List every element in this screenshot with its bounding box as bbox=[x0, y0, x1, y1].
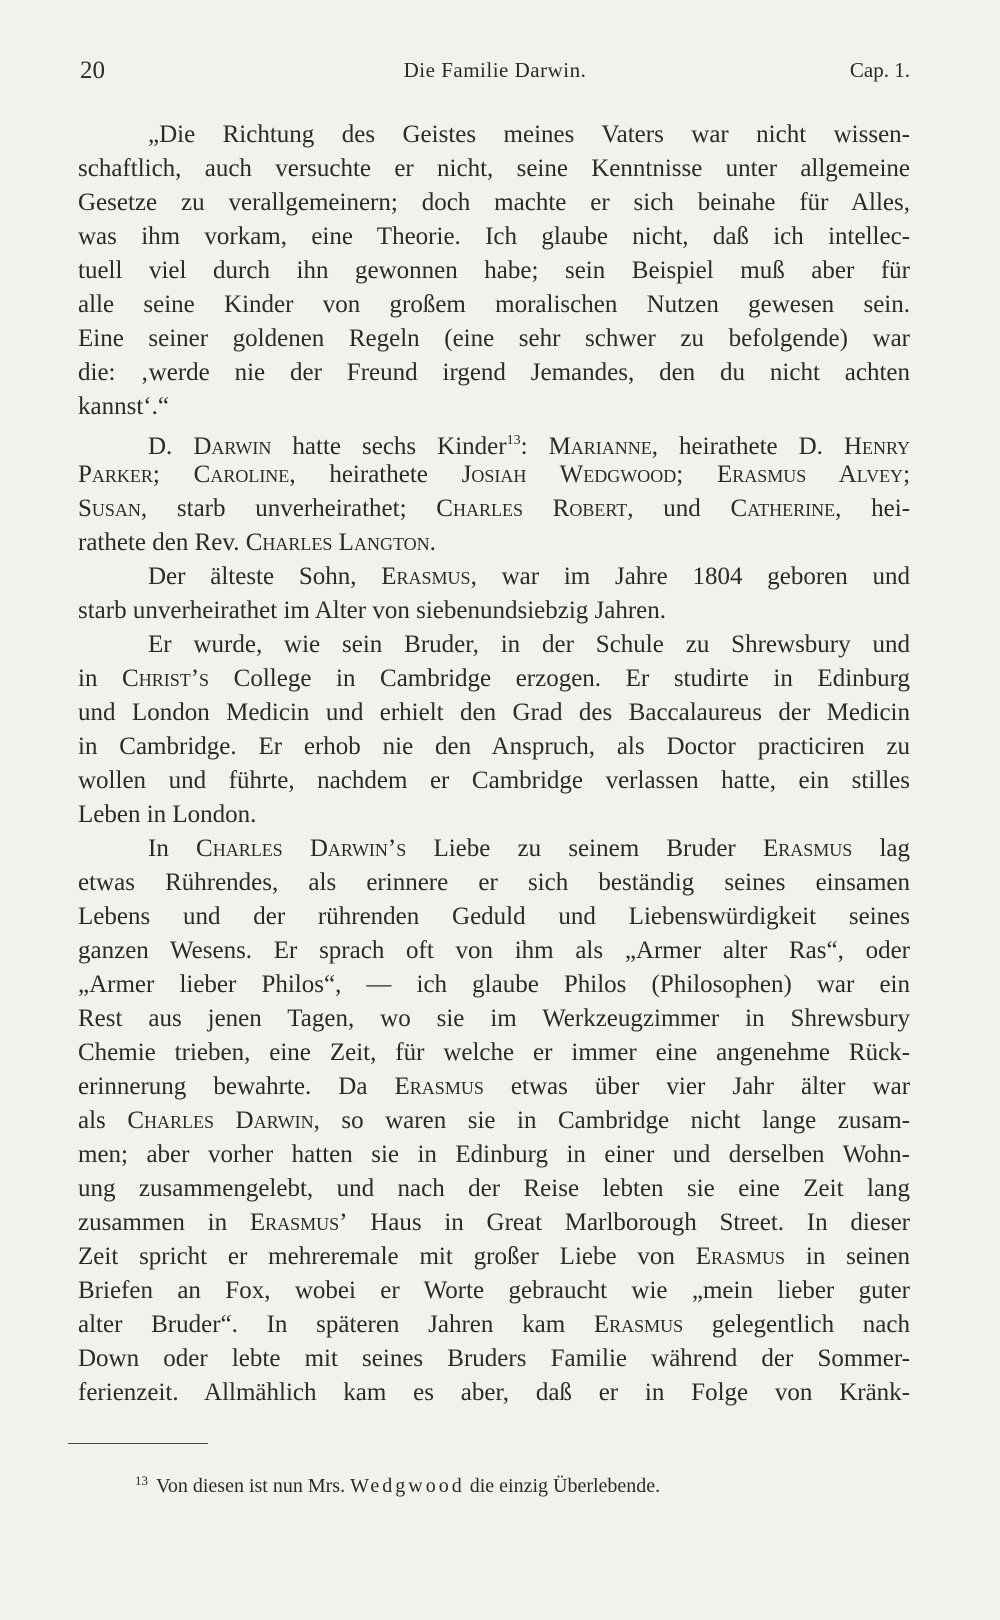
text-span: ; bbox=[152, 461, 160, 488]
text-span: gelegentlich nach bbox=[711, 1311, 910, 1338]
text-line bbox=[78, 424, 910, 458]
text-span: als bbox=[78, 1107, 106, 1134]
text-span: D. bbox=[148, 433, 173, 460]
name-smallcaps: Erasmus bbox=[762, 835, 853, 862]
text-line: was ihm vorkam, eine Theorie. Ich glaube nicht, daß ich intellec- bbox=[78, 223, 910, 250]
footnote-marker: 13 bbox=[135, 1473, 148, 1488]
text-line: Lebens und der rührenden Geduld und Liebenswürdigkeit seines bbox=[78, 903, 910, 930]
text-line: Eine seiner goldenen Regeln (eine sehr schwer zu befolgende) war bbox=[78, 325, 910, 352]
text-span: Der älteste Sohn, bbox=[148, 563, 357, 590]
name-smallcaps: Susan bbox=[78, 495, 141, 522]
page-number: 20 bbox=[80, 57, 105, 84]
text-span: Haus in Great Marlborough Street. In dieser bbox=[370, 1209, 911, 1236]
name-smallcaps: Erasmus bbox=[381, 563, 471, 590]
page-body bbox=[78, 118, 910, 1410]
text-line: „Armer lieber Philos“, — ich glaube Philos (Philosophen) war ein bbox=[78, 971, 910, 998]
text-line bbox=[78, 1206, 910, 1240]
name-smallcaps: D. Henry bbox=[798, 433, 911, 460]
text-line: tuell viel durch ihn gewonnen habe; sein Beispiel muß aber für bbox=[78, 257, 910, 284]
running-header bbox=[80, 52, 910, 92]
name-smallcaps: Josiah Wedgwood bbox=[461, 461, 677, 488]
text-line: schaftlich, auch versuchte er nicht, seine Kenntnisse unter allgemeine bbox=[78, 155, 910, 182]
text-line bbox=[78, 492, 910, 526]
name-smallcaps: Charles Darwin’s bbox=[196, 835, 407, 862]
text-line: ferienzeit. Allmählich kam es aber, daß er in Folge von Kränk- bbox=[78, 1379, 910, 1406]
name-smallcaps: Charles Langton bbox=[245, 529, 430, 556]
text-line bbox=[78, 1240, 910, 1274]
text-span: rathete den Rev. bbox=[78, 529, 240, 556]
text-span: College in Cambridge erzogen. Er studirte in Edinburg bbox=[233, 665, 911, 692]
name-smallcaps: Marianne bbox=[548, 433, 652, 460]
name-smallcaps: Christ’s bbox=[122, 665, 210, 692]
text-line: in Cambridge. Er erhob nie den Anspruch, als Doctor practiciren zu bbox=[78, 733, 910, 760]
text-span: , heirathete bbox=[651, 433, 778, 460]
text-span: lag bbox=[879, 835, 910, 862]
text-line: starb unverheirathet im Alter von siebenundsiebzig Jahren. bbox=[78, 597, 667, 624]
text-span: in seinen bbox=[805, 1243, 911, 1270]
text-line: Chemie trieben, eine Zeit, für welche er immer eine angenehme Rück- bbox=[78, 1039, 910, 1066]
text-span: : bbox=[520, 433, 528, 460]
text-span: In bbox=[148, 835, 169, 862]
text-line: und London Medicin und erhielt den Grad des Baccalaureus der Medicin bbox=[78, 699, 910, 726]
text-span: , war im Jahre 1804 geboren und bbox=[470, 563, 911, 590]
text-span: , hei- bbox=[835, 495, 911, 522]
text-line: die: ‚werde nie der Freund irgend Jemandes, den du nicht achten bbox=[78, 359, 910, 386]
text-span: hatte sechs Kinder bbox=[292, 433, 507, 460]
footnote bbox=[135, 1468, 855, 1499]
text-line: „Die Richtung des Geistes meines Vaters war nicht wissen- bbox=[148, 121, 910, 148]
text-line bbox=[78, 832, 910, 866]
text-span: Zeit spricht er mehreremale mit großer Liebe von bbox=[78, 1243, 675, 1270]
text-line bbox=[78, 526, 910, 560]
footnote-text: die einzig Überlebende. bbox=[469, 1475, 661, 1497]
footnote-text: Von diesen ist nun Mrs. bbox=[156, 1475, 346, 1497]
name-smallcaps: Catherine bbox=[730, 495, 836, 522]
text-line bbox=[78, 1308, 910, 1342]
text-span: , und bbox=[627, 495, 701, 522]
text-line bbox=[78, 560, 910, 594]
text-line: ung zusammengelebt, und nach der Reise lebten sie eine Zeit lang bbox=[78, 1175, 910, 1202]
text-span: zusammen in bbox=[78, 1209, 228, 1236]
text-line: Down oder lebte mit seines Bruders Familie während der Sommer- bbox=[78, 1345, 910, 1372]
footnote-name: Wedgwood bbox=[350, 1475, 465, 1497]
text-line: etwas Rührendes, als erinnere er sich beständig seines einsamen bbox=[78, 869, 910, 896]
text-line: Leben in London. bbox=[78, 801, 257, 828]
name-smallcaps: Parker bbox=[78, 461, 153, 488]
text-span: . bbox=[429, 529, 436, 556]
name-smallcaps: Charles Robert bbox=[436, 495, 628, 522]
text-line: kannst‘.“ bbox=[78, 393, 169, 420]
running-title: Die Familie Darwin. bbox=[403, 58, 587, 82]
text-line: Er wurde, wie sein Bruder, in der Schule zu Shrewsbury und bbox=[148, 631, 910, 658]
text-span: ; bbox=[903, 461, 911, 488]
text-span: Liebe zu seinem Bruder bbox=[433, 835, 736, 862]
text-span: ; bbox=[676, 461, 684, 488]
text-line: Gesetze zu verallgemeinern; doch machte er sich beinahe für Alles, bbox=[78, 189, 910, 216]
text-span: etwas über vier Jahr älter war bbox=[510, 1073, 911, 1100]
text-line: ganzen Wesens. Er sprach oft von ihm als „Armer alter Ras“, oder bbox=[78, 937, 910, 964]
text-line bbox=[78, 1070, 910, 1104]
chapter-label: Cap. 1. bbox=[849, 58, 910, 82]
name-smallcaps: Erasmus bbox=[593, 1311, 684, 1338]
text-span: in bbox=[78, 665, 98, 692]
text-line: Rest aus jenen Tagen, wo sie im Werkzeugzimmer in Shrewsbury bbox=[78, 1005, 910, 1032]
name-smallcaps: Caroline bbox=[193, 461, 290, 488]
text-line: men; aber vorher hatten sie in Edinburg in einer und derselben Wohn- bbox=[78, 1141, 910, 1168]
footnote-divider bbox=[68, 1443, 208, 1444]
text-line bbox=[78, 1104, 910, 1138]
name-smallcaps: Darwin bbox=[193, 433, 272, 460]
text-span: , heirathete bbox=[289, 461, 428, 488]
text-line bbox=[78, 662, 910, 696]
text-line: Briefen an Fox, wobei er Worte gebraucht wie „mein lieber guter bbox=[78, 1277, 910, 1304]
text-span: alter Bruder“. In späteren Jahren kam bbox=[78, 1311, 566, 1338]
text-line bbox=[78, 458, 910, 492]
text-span: , so waren sie in Cambridge nicht lange zusam- bbox=[313, 1107, 910, 1134]
name-smallcaps: Erasmus Alvey bbox=[716, 461, 904, 488]
name-smallcaps: Erasmus bbox=[695, 1243, 786, 1270]
text-line: alle seine Kinder von großem moralischen Nutzen gewesen sein. bbox=[78, 291, 910, 318]
text-span: erinnerung bewahrte. Da bbox=[78, 1073, 368, 1100]
text-line: wollen und führte, nachdem er Cambridge verlassen hatte, ein stilles bbox=[78, 767, 910, 794]
name-smallcaps: Erasmus bbox=[394, 1073, 484, 1100]
footnote-ref: 13 bbox=[506, 433, 521, 448]
name-smallcaps: Charles Darwin bbox=[127, 1107, 314, 1134]
text-span: , starb unverheirathet; bbox=[140, 495, 407, 522]
name-smallcaps: Erasmus’ bbox=[249, 1209, 348, 1236]
